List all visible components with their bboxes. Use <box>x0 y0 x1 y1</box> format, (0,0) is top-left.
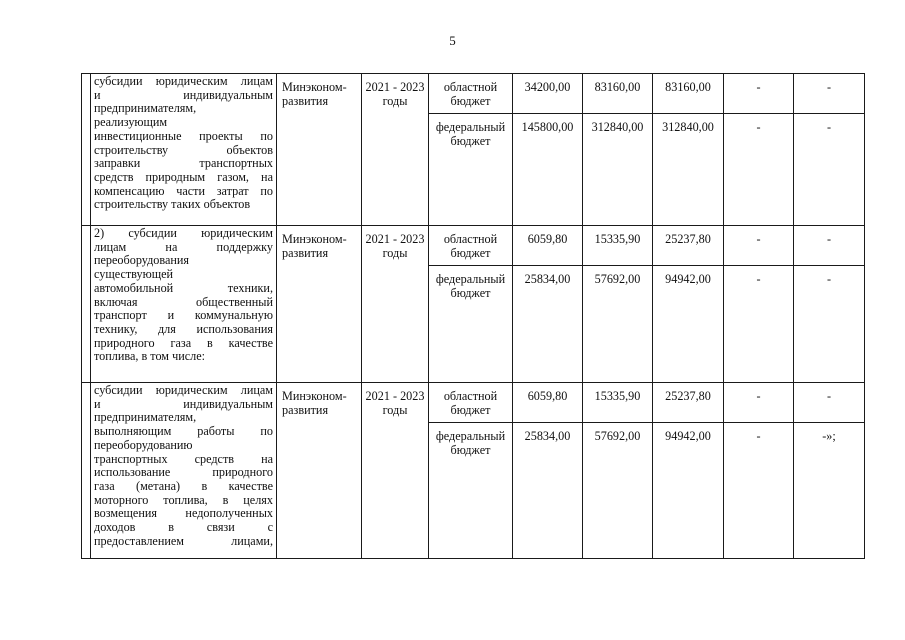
period-cell: 2021 - 2023 годы <box>362 74 429 226</box>
amount-cell: - <box>724 423 794 559</box>
description-line: и индивидуальным <box>94 87 273 102</box>
description-line: лицам на поддержку <box>94 239 273 254</box>
amount-cell: 312840,00 <box>653 114 724 226</box>
funding-source: федеральный бюджет <box>429 423 513 559</box>
budget-table <box>81 73 865 559</box>
description-line: строительству таких объектов <box>94 197 251 212</box>
executor-cell: Минэконом-развития <box>277 226 362 383</box>
description-line: компенсацию части затрат по <box>94 183 273 198</box>
amount-cell: 83160,00 <box>583 74 653 114</box>
funding-source: областной бюджет <box>429 74 513 114</box>
amount-cell: 25237,80 <box>653 226 724 266</box>
amount-cell: - <box>724 74 794 114</box>
funding-source: федеральный бюджет <box>429 114 513 226</box>
amount-cell: 57692,00 <box>583 266 653 383</box>
description-line: существующей <box>94 267 174 282</box>
description-line: переоборудования <box>94 253 190 268</box>
amount-cell: 6059,80 <box>513 226 583 266</box>
amount-cell: 312840,00 <box>583 114 653 226</box>
amount-cell: - <box>794 114 865 226</box>
amount-cell: 34200,00 <box>513 74 583 114</box>
amount-cell: 15335,90 <box>583 226 653 266</box>
amount-cell: -»; <box>794 423 865 559</box>
description-line: средств природным газом, на <box>94 169 273 184</box>
table-row <box>82 383 865 423</box>
measure-description <box>91 383 277 559</box>
description-line: предпринимателям, <box>94 101 197 116</box>
amount-cell: - <box>794 74 865 114</box>
amount-cell: 25834,00 <box>513 423 583 559</box>
description-line: транспорт и коммунальную <box>94 308 273 323</box>
description-line: природного газа в качестве <box>94 335 273 350</box>
period-cell: 2021 - 2023 годы <box>362 383 429 559</box>
description-line: 2) субсидии юридическим <box>94 226 273 240</box>
description-line: субсидии юридическим лицам <box>94 74 273 88</box>
description-line: предоставлением лицами, <box>94 533 273 548</box>
description-line: возмещения недополученных <box>94 506 273 521</box>
description-line: строительству объектов <box>94 142 273 157</box>
description-line: доходов в связи с <box>94 520 273 535</box>
description-line: включая общественный <box>94 294 273 309</box>
amount-cell: 83160,00 <box>653 74 724 114</box>
row-number-cell <box>82 74 91 226</box>
amount-cell: - <box>724 266 794 383</box>
funding-source: областной бюджет <box>429 383 513 423</box>
description-line: выполняющим работы по <box>94 424 273 439</box>
funding-source: областной бюджет <box>429 226 513 266</box>
amount-cell: 25237,80 <box>653 383 724 423</box>
executor-cell: Минэконом-развития <box>277 383 362 559</box>
amount-cell: 6059,80 <box>513 383 583 423</box>
amount-cell: - <box>724 383 794 423</box>
amount-cell: - <box>794 266 865 383</box>
row-number-cell <box>82 226 91 383</box>
description-line: газа (метана) в качестве <box>94 478 273 493</box>
description-line: переоборудованию <box>94 437 193 452</box>
description-line: моторного топлива, в целях <box>94 492 273 507</box>
row-number-cell <box>82 383 91 559</box>
measure-description <box>91 226 277 383</box>
amount-cell: 57692,00 <box>583 423 653 559</box>
table-row <box>82 226 865 266</box>
amount-cell: - <box>794 383 865 423</box>
amount-cell: 145800,00 <box>513 114 583 226</box>
page-number: 5 <box>449 33 456 48</box>
table-body <box>82 74 865 559</box>
description-line: и индивидуальным <box>94 396 273 411</box>
executor-cell: Минэконом-развития <box>277 74 362 226</box>
amount-cell: - <box>794 226 865 266</box>
funding-source: федеральный бюджет <box>429 266 513 383</box>
description-line: инвестиционные проекты по <box>94 128 273 143</box>
amount-cell: 25834,00 <box>513 266 583 383</box>
description-line: использование природного <box>94 465 273 480</box>
description-line: предпринимателям, <box>94 410 197 425</box>
amount-cell: 94942,00 <box>653 423 724 559</box>
period-cell: 2021 - 2023 годы <box>362 226 429 383</box>
amount-cell: 94942,00 <box>653 266 724 383</box>
description-line: топлива, в том числе: <box>94 349 206 364</box>
description-line: автомобильной техники, <box>94 280 273 295</box>
amount-cell: - <box>724 226 794 266</box>
description-line: субсидии юридическим лицам <box>94 383 273 397</box>
description-line: реализующим <box>94 115 168 130</box>
amount-cell: 15335,90 <box>583 383 653 423</box>
amount-cell: - <box>724 114 794 226</box>
description-line: транспортных средств на <box>94 451 273 466</box>
table-row <box>82 74 865 114</box>
description-line: технику, для использования <box>94 321 273 336</box>
measure-description <box>91 74 277 226</box>
description-line: заправки транспортных <box>94 156 273 171</box>
